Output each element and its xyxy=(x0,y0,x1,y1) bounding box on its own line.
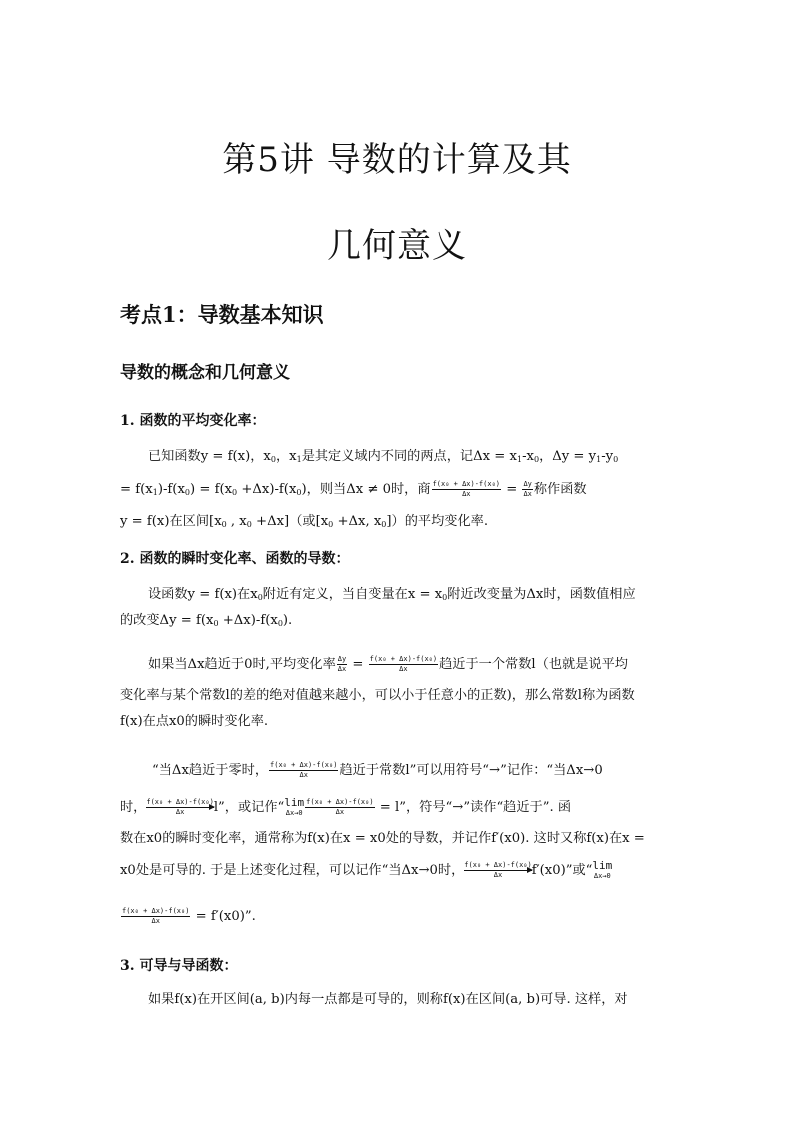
paragraph-3-line-1: 如果当Δx趋近于0时,平均变化率 $\frac{\Delta y}{\Delta x}$ = $\frac{\text{f(x₀ + Δx)-f(x₀)}}{\Delta x}$ 趋近于一个常数l（也就是说平均 xyxy=(148,655,628,673)
difference-quotient: $\frac{\text{f(x₀ + Δx)-f(x₀)}}{\Delta x}$ xyxy=(270,761,338,779)
limit-symbol: lim Δx→0 xyxy=(592,858,613,880)
dy-over-dx: $\frac{\Delta y}{\Delta x}$ xyxy=(337,655,347,673)
section-heading: 考点1：导数基本知识 xyxy=(120,302,324,327)
limit-symbol: lim Δx→0 xyxy=(284,795,305,817)
tends-to-arrow: $\frac{\text{f(x₀ + Δx)-f(x₀)}}{\Delta x}$ xyxy=(464,861,532,879)
item-heading-3: 3. 可导与导函数： xyxy=(120,958,238,974)
paragraph-3-line-2: 变化率与某个常数l的差的绝对值越来越小，可以小于任意小的正数)，那么常数l称为函数 xyxy=(120,688,635,703)
paragraph-4-line-3: 数在x0的瞬时变化率，通常称为f(x)在x = x0处的导数，并记作f′(x0). 这时又称f(x)在x = xyxy=(120,831,645,846)
item-heading-2: 2. 函数的瞬时变化率、函数的导数： xyxy=(120,551,350,567)
paragraph-1-line-3: y = f(x)在区间[$x_0$ , $x_0 +\Delta x$]（或[$x_0 +\Delta x$, $x_0$]）的平均变化率. xyxy=(120,514,489,529)
tends-to-arrow: $\frac{\text{f(x₀ + Δx)-f(x₀)}}{\Delta x}$ xyxy=(146,798,214,816)
difference-quotient: $\frac{\text{f(x₀ + Δx)-f(x₀)}}{\Delta x}$ xyxy=(306,798,374,816)
paragraph-3-line-3: f(x)在点x0的瞬时变化率. xyxy=(120,714,269,729)
paragraph-1-line-2: = $f(x_1)-f(x_0) = f(x_0 +\Delta x)-f(x_0)$，则当Δx ≠ 0时，商 $\frac{\text{f(x₀ + Δx)-f(x₀)}}{\Delta x}$ = $\frac{\Delta y}{\Delta x}$ 称作函数 xyxy=(120,480,587,498)
paragraph-4-line-2: 时， $\frac{\text{f(x₀ + Δx)-f(x₀)}}{\Delta x}$ l”，或记作“ lim Δx→0 $\frac{\text{f(x₀ + Δx)-f(x₀)}}{\Delta x}$ = l”，符号“→”读作“趋近于”. 函 xyxy=(120,795,572,817)
difference-quotient: $\frac{\text{f(x₀ + Δx)-f(x₀)}}{\Delta x}$ xyxy=(122,907,190,925)
paragraph-5-line-1: 如果f(x)在开区间(a, b)内每一点都是可导的，则称f(x)在区间(a, b)可导. 这样，对 xyxy=(148,992,628,1007)
page-title-line1: 第5讲 导数的计算及其 xyxy=(222,140,572,180)
difference-quotient: $\frac{\text{f(x₀ + Δx)-f(x₀)}}{\Delta x}$ xyxy=(432,480,500,498)
paragraph-4-line-4: x0处是可导的. 于是上述变化过程，可以记作“当Δx→0时， $\frac{\text{f(x₀ + Δx)-f(x₀)}}{\Delta x}$ f′(x0)”或“ lim Δx→0 xyxy=(120,858,613,880)
paragraph-2-line-1: 设函数y = f(x)在$x_0$附近有定义，当自变量在$x = x_0$附近改变量为Δx时，函数值相应 xyxy=(148,587,636,602)
subsection-heading: 导数的概念和几何意义 xyxy=(120,363,290,383)
page-title-line2: 几何意义 xyxy=(327,226,467,266)
item-heading-1: 1. 函数的平均变化率： xyxy=(120,413,266,429)
paragraph-1-line-1: 已知函数y = f(x)，$x_0$，$x_1$是其定义域内不同的两点，记$\Delta x = x_1-x_0$，$\Delta y = y_1-y_0$ xyxy=(148,449,619,464)
paragraph-4-line-1: “当Δx趋近于零时， $\frac{\text{f(x₀ + Δx)-f(x₀)}}{\Delta x}$ 趋近于常数l”可以用符号“→”记作：“当Δx→0 xyxy=(152,761,603,779)
dy-over-dx: $\frac{\Delta y}{\Delta x}$ xyxy=(523,480,532,498)
difference-quotient: $\frac{\text{f(x₀ + Δx)-f(x₀)}}{\Delta x}$ xyxy=(369,655,438,673)
paragraph-4-line-5: $\frac{\text{f(x₀ + Δx)-f(x₀)}}{\Delta x}$ = f′(x0)”. xyxy=(122,907,256,925)
paragraph-2-line-2: 的改变$\Delta y = f(x_0 +\Delta x)-f(x_0)$. xyxy=(120,613,293,628)
